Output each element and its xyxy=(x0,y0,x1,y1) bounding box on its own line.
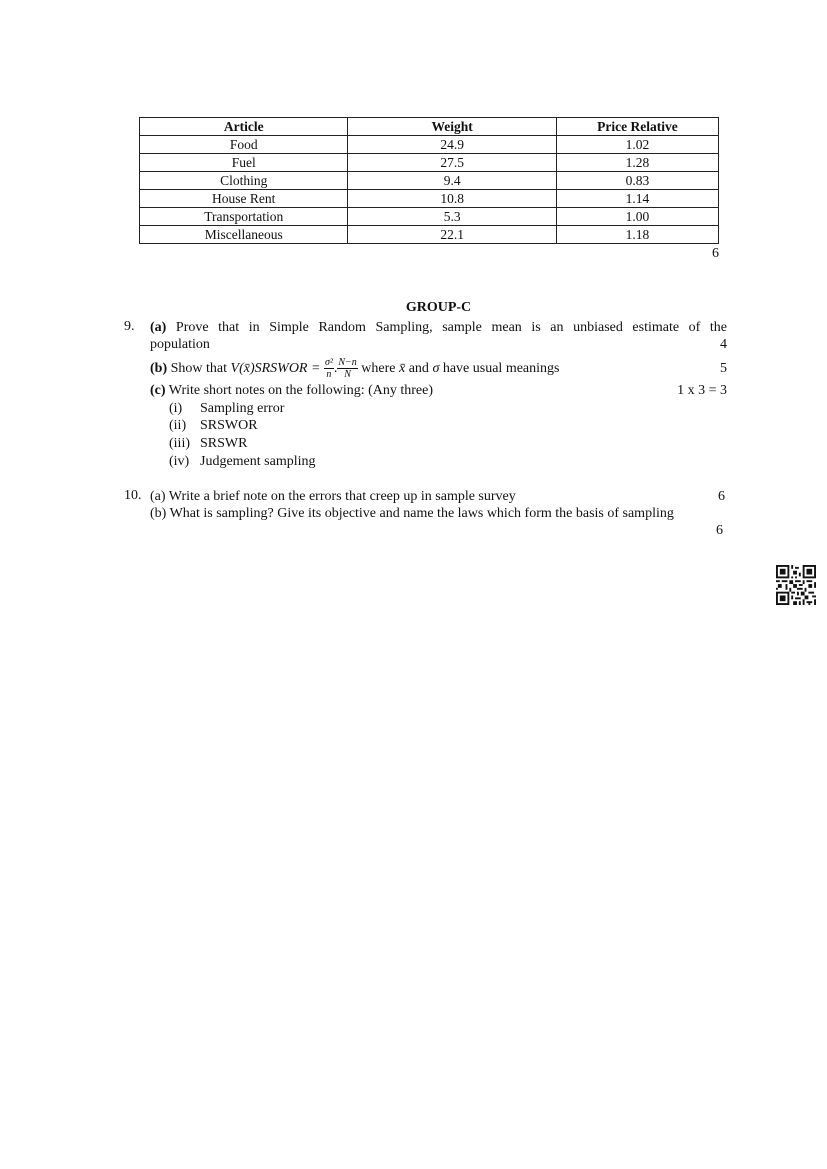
q9b-formula: V(x̄)SRSWOR = xyxy=(230,361,321,376)
q10a-marks: 6 xyxy=(718,489,725,504)
q9b-fraction-n: $\frac{N-n}{N}$ xyxy=(338,357,357,381)
cell-weight: 9.4 xyxy=(348,172,556,190)
table-row xyxy=(140,136,719,154)
q9c-marks: 1 x 3 = 3 xyxy=(677,383,727,398)
cell-price-relative: 1.02 xyxy=(556,136,718,154)
cell-weight: 22.1 xyxy=(348,226,556,244)
cell-price-relative: 1.14 xyxy=(556,190,718,208)
q10b-text: (b) What is sampling? Give its objective and name the laws which form the basis of sampling xyxy=(150,506,674,521)
q10-number: 10. xyxy=(124,488,142,503)
q9a-line2 xyxy=(150,336,727,354)
cell-price-relative: 1.00 xyxy=(556,208,718,226)
table-row xyxy=(140,154,719,172)
q9b-line: (b) Show that V(x̄)SRSWOR = $\frac{\text{σ²}}{n}$ . $\frac{N-n}{N}$ where x̄ and σ have usual meanings 5 xyxy=(150,357,727,381)
q9b-fraction-sigma: $\frac{\text{σ²}}{n}$ xyxy=(324,357,333,381)
group-title: GROUP-C xyxy=(405,300,472,315)
q9a-text: Prove that in Simple Random Sampling, sample mean is an unbiased estimate of the xyxy=(175,320,728,335)
q9a-text-cont: population xyxy=(150,337,210,352)
q9-number: 9. xyxy=(124,319,135,334)
cell-article: Food xyxy=(140,136,348,154)
list-item: (iv) Judgement sampling xyxy=(169,454,316,469)
q10b-marks: 6 xyxy=(716,523,723,538)
q10b-line xyxy=(150,505,727,523)
cell-weight: 10.8 xyxy=(348,190,556,208)
list-item: (i) Sampling error xyxy=(169,401,285,416)
q9b-marks: 5 xyxy=(720,361,727,376)
cell-weight: 5.3 xyxy=(348,208,556,226)
q9c-label: (c) xyxy=(150,383,166,398)
q9b-label: (b) xyxy=(150,361,168,376)
table-header-row xyxy=(140,118,719,136)
table-marks: 6 xyxy=(712,246,719,261)
q9a-line1 xyxy=(150,319,727,337)
cell-article: House Rent xyxy=(140,190,348,208)
table-row xyxy=(140,172,719,190)
q10a-line xyxy=(150,488,727,506)
header-weight: Weight xyxy=(348,118,556,136)
list-item: (iii) SRSWR xyxy=(169,436,248,451)
q9a-label: (a) xyxy=(150,320,167,335)
cell-price-relative: 1.28 xyxy=(556,154,718,172)
cell-price-relative: 0.83 xyxy=(556,172,718,190)
table-row xyxy=(140,226,719,244)
qr-code-icon xyxy=(776,565,816,605)
price-relative-table xyxy=(139,117,719,244)
q10a-text: (a) Write a brief note on the errors that creep up in sample survey xyxy=(150,489,516,504)
cell-article: Miscellaneous xyxy=(140,226,348,244)
cell-weight: 24.9 xyxy=(348,136,556,154)
cell-price-relative: 1.18 xyxy=(556,226,718,244)
cell-article: Transportation xyxy=(140,208,348,226)
q9c-text: Write short notes on the following: (Any three) xyxy=(168,383,434,398)
list-item: (ii) SRSWOR xyxy=(169,418,258,433)
header-article: Article xyxy=(140,118,348,136)
q9b-prefix: Show that xyxy=(170,361,231,376)
q9a-marks: 4 xyxy=(720,337,727,352)
q9c-line xyxy=(150,382,727,400)
cell-article: Clothing xyxy=(140,172,348,190)
cell-article: Fuel xyxy=(140,154,348,172)
cell-weight: 27.5 xyxy=(348,154,556,172)
table-row xyxy=(140,208,719,226)
table-row xyxy=(140,190,719,208)
header-price-relative: Price Relative xyxy=(556,118,718,136)
